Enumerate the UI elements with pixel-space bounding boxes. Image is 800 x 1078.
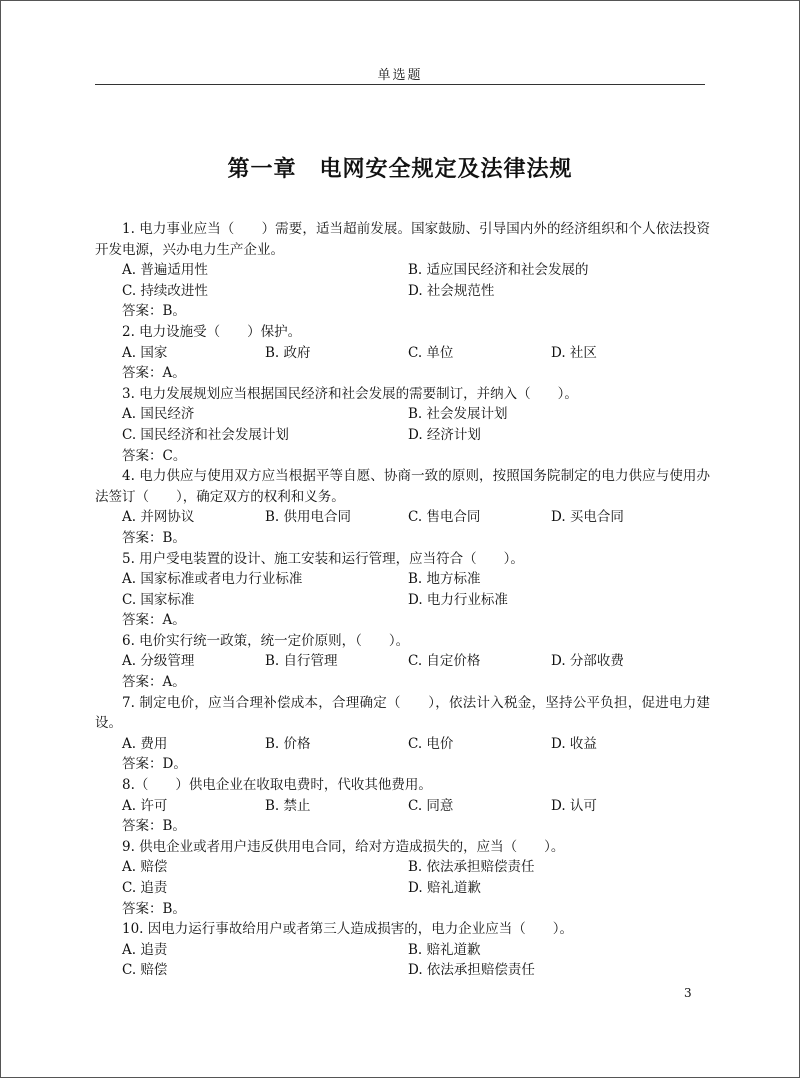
answer: 答案：C。 bbox=[122, 447, 187, 464]
option-group bbox=[95, 507, 710, 528]
option-group bbox=[95, 796, 710, 817]
question-item bbox=[95, 631, 710, 693]
option-group bbox=[95, 569, 710, 610]
option: A. 分级管理 bbox=[122, 653, 195, 670]
question-list bbox=[95, 219, 710, 981]
option: C. 电价 bbox=[408, 735, 454, 752]
option: A. 许可 bbox=[122, 797, 168, 814]
option-group bbox=[95, 857, 710, 898]
option: D. 认可 bbox=[551, 797, 597, 814]
question-item bbox=[95, 384, 710, 466]
option: D. 依法承担赔偿责任 bbox=[408, 962, 535, 979]
option-group bbox=[95, 651, 710, 672]
option: D. 社会规范性 bbox=[408, 282, 495, 299]
option: C. 持续改进性 bbox=[122, 282, 208, 299]
option: B. 政府 bbox=[265, 344, 311, 361]
question-item bbox=[95, 549, 710, 631]
answer: 答案：B。 bbox=[122, 900, 186, 917]
option: C. 追责 bbox=[122, 880, 168, 896]
option-group bbox=[95, 940, 710, 981]
option: A. 国家 bbox=[122, 344, 168, 361]
answer: 答案：B。 bbox=[122, 303, 186, 320]
option: B. 地方标准 bbox=[408, 571, 481, 588]
question-item bbox=[95, 322, 710, 384]
option: B. 社会发展计划 bbox=[408, 406, 508, 423]
option: D. 分部收费 bbox=[551, 653, 624, 670]
question-stem: 4. 电力供应与使用双方应当根据平等自愿、协商一致的原则，按照国务院制定的电力供应与使用办法签订（ ），确定双方的权利和义务。 bbox=[95, 468, 710, 505]
question-stem: 10. 因电力运行事故给用户或者第三人造成损害的，电力企业应当（ ）。 bbox=[122, 921, 574, 938]
option: D. 社区 bbox=[551, 344, 597, 361]
question-item bbox=[95, 919, 710, 981]
question-item bbox=[95, 775, 710, 837]
answer: 答案：A。 bbox=[122, 365, 186, 382]
option: A. 并网协议 bbox=[122, 509, 195, 526]
question-item bbox=[95, 837, 710, 919]
answer: 答案：A。 bbox=[122, 674, 186, 691]
option: A. 普遍适用性 bbox=[122, 262, 208, 279]
question-stem: 6. 电价实行统一政策，统一定价原则，（ ）。 bbox=[122, 632, 410, 649]
option-group bbox=[95, 343, 710, 364]
question-stem: 9. 供电企业或者用户违反供用电合同，给对方造成损失的，应当（ ）。 bbox=[122, 838, 565, 855]
option-group bbox=[95, 404, 710, 445]
chapter-title: 第一章 电网安全规定及法律法规 bbox=[227, 156, 573, 182]
option: C. 赔偿 bbox=[122, 962, 168, 979]
question-stem: 8.（ ）供电企业在收取电费时，代收其他费用。 bbox=[122, 777, 432, 794]
option: D. 收益 bbox=[551, 735, 597, 752]
question-stem: 3. 电力发展规划应当根据国民经济和社会发展的需要制订，并纳入（ ）。 bbox=[122, 385, 578, 402]
option: B. 依法承担赔偿责任 bbox=[408, 859, 535, 876]
option: B. 自行管理 bbox=[265, 653, 338, 670]
answer: 答案：A。 bbox=[122, 612, 186, 629]
option: C. 自定价格 bbox=[408, 653, 481, 670]
question-stem: 7. 制定电价，应当合理补偿成本，合理确定（ ），依法计入税金，坚持公平负担，促进电力建设。 bbox=[95, 694, 710, 732]
answer: 答案：D。 bbox=[122, 756, 187, 773]
option: A. 国民经济 bbox=[122, 406, 195, 423]
running-header: 单选题 bbox=[377, 68, 423, 83]
header-rule bbox=[95, 84, 705, 85]
option: B. 供用电合同 bbox=[265, 509, 352, 526]
option: D. 赔礼道歉 bbox=[408, 880, 481, 896]
answer: 答案：B。 bbox=[122, 529, 186, 546]
option-group bbox=[95, 260, 710, 301]
option: D. 买电合同 bbox=[551, 509, 624, 526]
option: B. 禁止 bbox=[265, 797, 311, 814]
option: C. 单位 bbox=[408, 344, 454, 361]
question-item bbox=[95, 466, 710, 548]
option: B. 适应国民经济和社会发展的 bbox=[408, 262, 589, 279]
option: B. 价格 bbox=[265, 735, 311, 752]
option: A. 费用 bbox=[122, 735, 168, 752]
option: C. 同意 bbox=[408, 797, 454, 814]
question-stem: 5. 用户受电装置的设计、施工安装和运行管理，应当符合（ ）。 bbox=[122, 550, 524, 567]
question-stem: 2. 电力设施受（ ）保护。 bbox=[122, 323, 302, 340]
option-group bbox=[95, 734, 710, 755]
option: A. 国家标准或者电力行业标准 bbox=[122, 571, 303, 588]
option: A. 赔偿 bbox=[122, 859, 168, 876]
option: C. 国民经济和社会发展计划 bbox=[122, 426, 289, 443]
question-item bbox=[95, 693, 710, 775]
option: D. 经济计划 bbox=[408, 426, 481, 443]
option: C. 售电合同 bbox=[408, 509, 481, 526]
option: B. 赔礼道歉 bbox=[408, 941, 481, 958]
question-item bbox=[95, 219, 710, 322]
option: D. 电力行业标准 bbox=[408, 591, 508, 608]
answer: 答案：B。 bbox=[122, 818, 186, 835]
option: A. 追责 bbox=[122, 941, 168, 958]
page-number: 3 bbox=[684, 986, 692, 1000]
question-stem: 1. 电力事业应当（ ）需要，适当超前发展。国家鼓励、引导国内外的经济组织和个人依法投资开发电源，兴办电力生产企业。 bbox=[95, 221, 710, 258]
option: C. 国家标准 bbox=[122, 591, 195, 608]
